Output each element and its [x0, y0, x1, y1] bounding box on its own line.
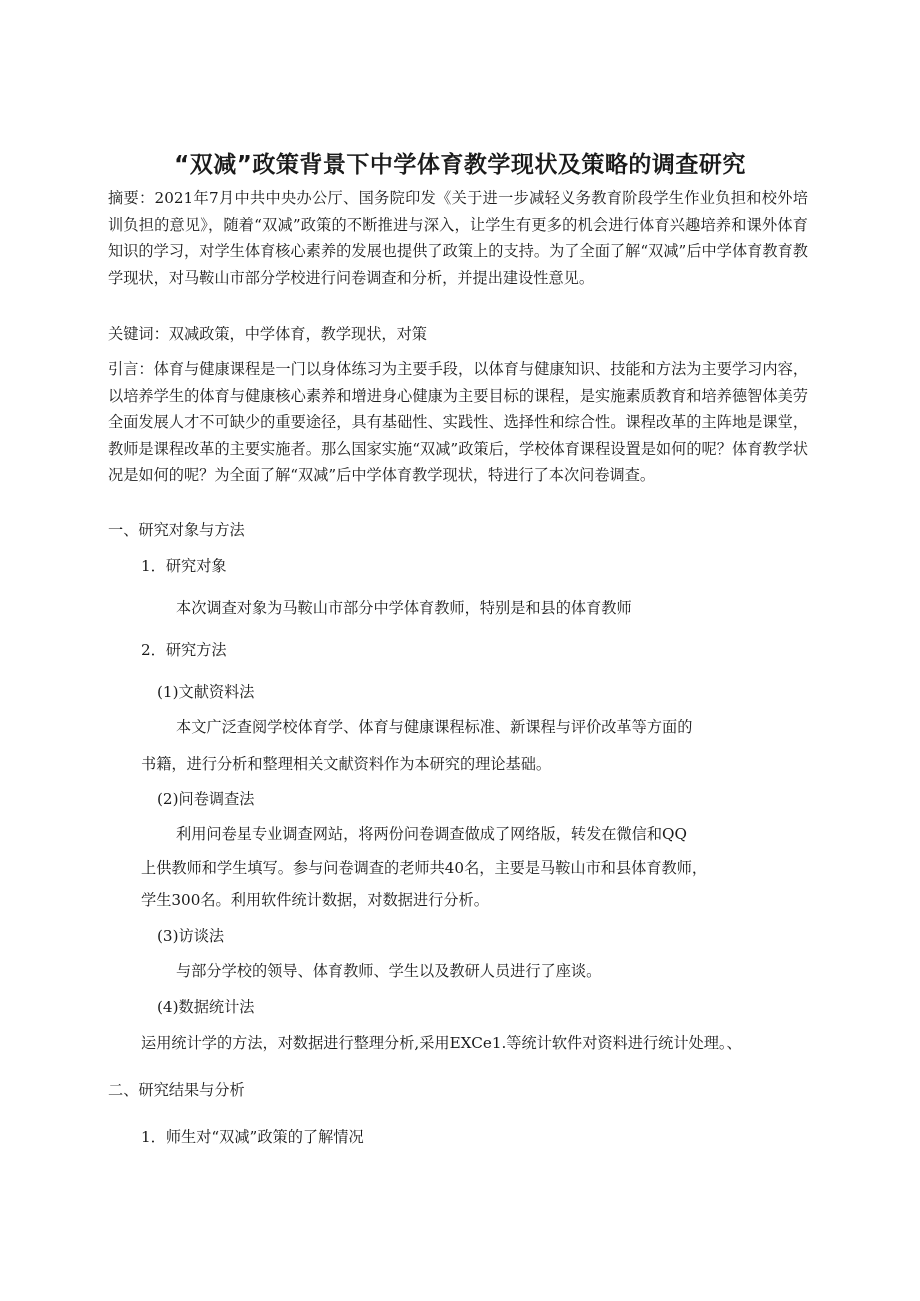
method-1-heading: (1)文献资料法	[157, 683, 255, 701]
method-4-heading: (4)数据统计法	[157, 998, 255, 1016]
method-2-text-line-1: 利用问卷星专业调查网站，将两份问卷调查做成了网络版，转发在微信和QQ	[176, 825, 687, 843]
method-2-text-line-3: 学生300名。利用软件统计数据，对数据进行分析。	[141, 891, 489, 909]
document-title: “双减”政策背景下中学体育教学现状及策略的调查研究	[174, 152, 746, 179]
subsection-2-1-heading: 1．师生对“双减”政策的了解情况	[141, 1128, 364, 1146]
method-2-text-line-2: 上供教师和学生填写。参与问卷调查的老师共40名，主要是马鞍山市和县体育教师，	[141, 859, 708, 877]
method-1-text-line-1: 本文广泛查阅学校体育学、体育与健康课程标准、新课程与评价改革等方面的	[176, 718, 693, 736]
section-2-heading: 二、研究结果与分析	[108, 1081, 245, 1099]
introduction-paragraph: 引言：体育与健康课程是一门以身体练习为主要手段，以体育与健康知识、技能和方法为主要学习内容，以培养学生的体育与健康核心素养和增进身心健康为主要目标的课程，是实施素质教育和培养德智体美劳全面发展人才不可缺少的重要途径，具有基础性、实践性、选择性和综合性。课程改革的主阵地是课堂，教师是课程改革的主要实施者。那么国家实施“双减”政策后，学校体育课程设置是如何的呢？体育教学状况是如何的呢？为全面了解“双减”后中学体育教学现状，特进行了本次问卷调查。	[108, 360, 808, 484]
method-2-heading: (2)问卷调查法	[157, 790, 255, 808]
subsection-1-1-heading: 1．研究对象	[141, 557, 227, 575]
subsection-1-2-heading: 2．研究方法	[141, 641, 227, 659]
subsection-1-1-text: 本次调查对象为马鞍山市部分中学体育教师，特别是和县的体育教师	[176, 599, 632, 617]
abstract-paragraph: 摘要：2021年7月中共中央办公厅、国务院印发《关于进一步减轻义务教育阶段学生作业负担和校外培训负担的意见》，随着“双减”政策的不断推进与深入，让学生有更多的机会进行体育兴趣培养和课外体育知识的学习，对学生体育核心素养的发展也提供了政策上的支持。为了全面了解“双减”后中学体育教育教学现状，对马鞍山市部分学校进行问卷调查和分析，并提出建设性意见。	[108, 189, 808, 287]
method-3-heading: (3)访谈法	[157, 927, 225, 945]
keywords-line: 关键词：双减政策，中学体育，教学现状，对策	[108, 325, 427, 343]
method-3-text: 与部分学校的领导、体育教师、学生以及教研人员进行了座谈。	[176, 962, 602, 980]
method-4-text: 运用统计学的方法，对数据进行整理分析,采用EXCe1.等统计软件对资料进行统计处理。、	[141, 1034, 742, 1052]
section-1-heading: 一、研究对象与方法	[108, 521, 245, 539]
method-1-text-line-2: 书籍，进行分析和整理相关文献资料作为本研究的理论基础。	[141, 755, 552, 773]
